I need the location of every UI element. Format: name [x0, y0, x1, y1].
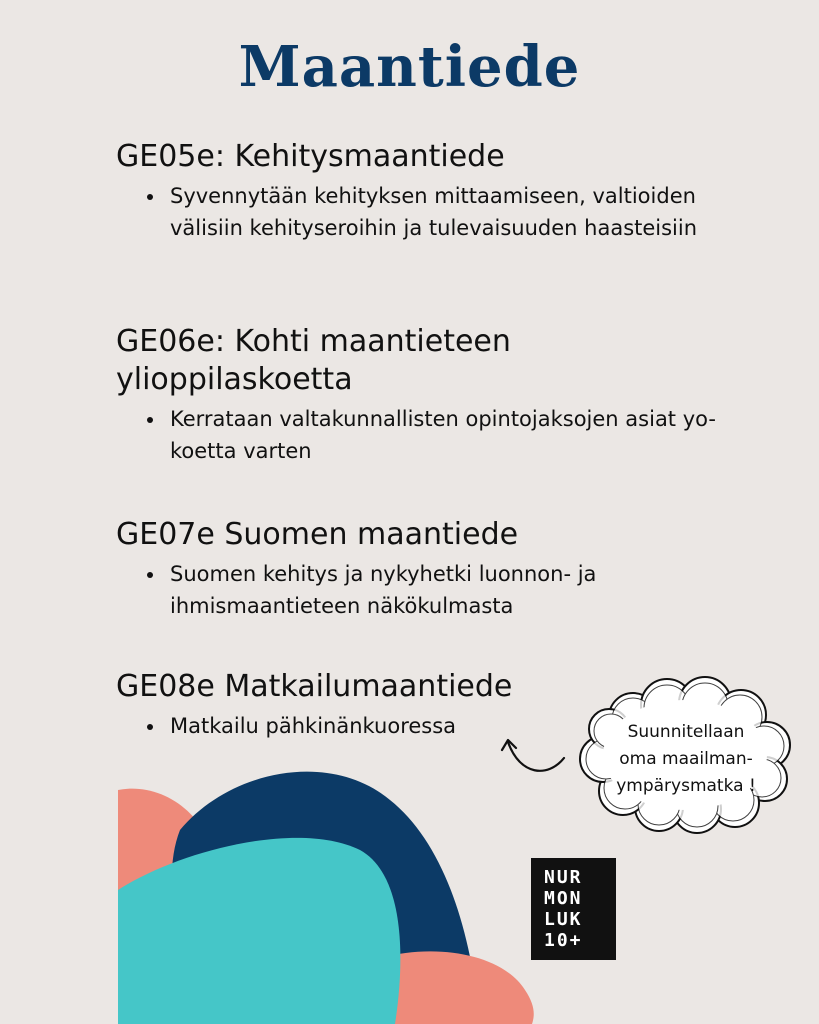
page-title: Maantiede — [238, 34, 581, 100]
course-bullets — [116, 180, 756, 244]
cloud-line: ympärysmatka ! — [616, 776, 756, 796]
nurmon-lukio-logo — [531, 858, 616, 960]
cloud-text — [575, 719, 797, 800]
course-heading: GE07e Suomen maantiede — [116, 517, 519, 552]
course-bullet: • Kerrataan valtakunnallisten opintojaksojen asiat yo-koetta varten — [166, 403, 756, 467]
course-heading: GE05e: Kehitysmaantiede — [116, 139, 505, 174]
course-bullets — [116, 558, 756, 622]
course-ge05e — [116, 138, 756, 244]
course-ge06e — [116, 323, 756, 467]
course-bullets — [116, 403, 756, 467]
course-heading: GE08e Matkailumaantiede — [116, 669, 513, 704]
decorative-blobs — [0, 760, 560, 1024]
course-bullet: • Suomen kehitys ja nykyhetki luonnon- ja ihmismaantieteen näkökulmasta — [166, 558, 660, 622]
logo-line: 10+ — [544, 930, 583, 951]
logo-line: MON — [544, 888, 583, 909]
course-heading: GE06e: Kohti maantieteen ylioppilaskoetta — [116, 324, 511, 397]
course-ge07e — [116, 516, 756, 622]
speech-cloud — [575, 675, 797, 835]
course-bullet: • Matkailu pähkinänkuoressa — [166, 710, 756, 742]
cloud-line: oma maailman- — [619, 749, 753, 769]
logo-line: NUR — [544, 867, 583, 888]
logo-line: LUK — [544, 909, 583, 930]
cloud-line: Suunnitellaan — [627, 722, 745, 742]
course-bullet: • Syvennytään kehityksen mittaamiseen, valtioiden välisiin kehityseroihin ja tulevaisuuden haasteisiin — [166, 180, 756, 244]
